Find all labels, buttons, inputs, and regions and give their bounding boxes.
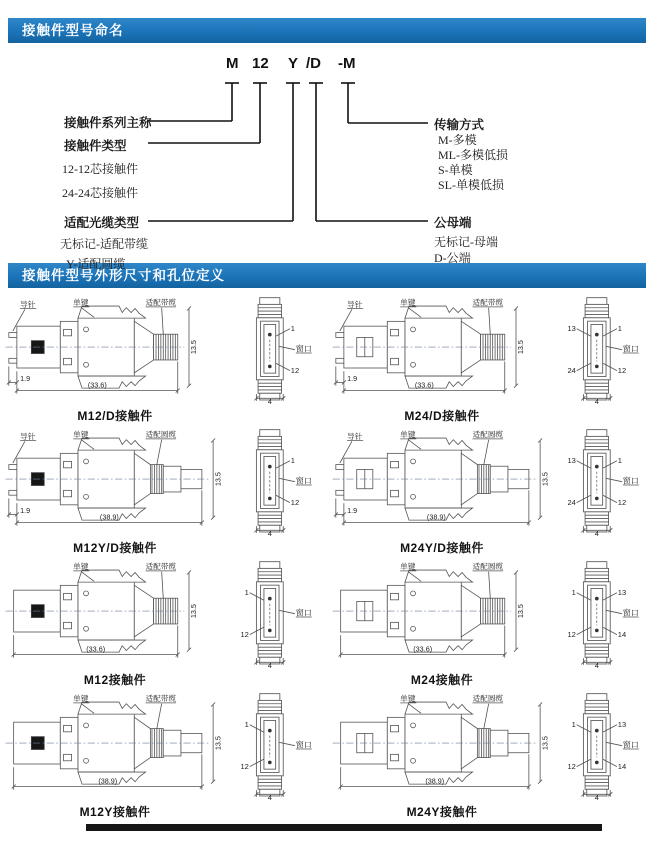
cable-label: 适配带缆: [145, 694, 177, 704]
key-label: 单键: [400, 562, 416, 572]
guide-pin-label: 导针: [20, 431, 36, 441]
dim-length-label: (38.9): [426, 512, 446, 522]
model-code-type: 12: [252, 55, 269, 72]
section-title-naming: 接触件型号命名: [22, 23, 124, 38]
cable-label: 适配圆缆: [472, 562, 504, 572]
side-view-drawing: [4, 296, 226, 403]
pin-label: 12: [617, 366, 627, 376]
connector-cell: [0, 690, 327, 822]
dim-height-label: 13.5: [189, 604, 199, 619]
label-gender: 公母端: [434, 216, 472, 230]
pin-label: 24: [567, 498, 576, 508]
pin-label: 1: [571, 588, 576, 598]
guide-pin-label: 导针: [20, 299, 36, 309]
label-type-12: 12-12芯接触件: [62, 162, 138, 176]
side-view-drawing: [4, 692, 226, 799]
key-label: 单键: [73, 694, 89, 704]
window-label: 窗口: [622, 344, 639, 354]
pin-label: 1: [571, 720, 576, 730]
guide-pin-label: 导针: [347, 431, 363, 441]
cable-label: 适配圆缆: [472, 430, 504, 440]
dim-height-label: 13.5: [516, 604, 526, 619]
dim-height-label: 13.5: [540, 472, 550, 487]
connector-caption: M24Y/D接触件: [400, 541, 484, 555]
label-type-24: 24-24芯接触件: [62, 186, 138, 200]
end-view-drawing: [559, 692, 643, 801]
window-label: 窗口: [295, 476, 312, 486]
connector-cell: [327, 426, 654, 558]
label-series-name: 接触件系列主称: [64, 116, 152, 130]
label-cable-round: Y-适配圆缆: [66, 257, 126, 271]
dim-length-label: (38.9): [99, 512, 119, 522]
connector-cell: [0, 426, 327, 558]
side-view-drawing: [4, 428, 226, 535]
label-transmission: 传输方式: [434, 118, 485, 132]
dim-length-label: (33.6): [86, 644, 106, 654]
connector-caption: M12Y接触件: [79, 805, 151, 819]
window-label: 窗口: [622, 740, 639, 750]
pin-label: 12: [240, 630, 249, 640]
label-gender-male: D-公端: [434, 251, 471, 265]
end-width-label: 4: [594, 529, 599, 537]
label-cable-type: 适配光缆类型: [64, 216, 140, 230]
cable-label: 适配带缆: [145, 298, 177, 308]
dim-height-label: 13.5: [213, 736, 223, 751]
section-title-dimensions: 接触件型号外形尺寸和孔位定义: [22, 268, 225, 283]
label-gender-female: 无标记-母端: [434, 235, 498, 249]
dim-length-label: (38.9): [98, 776, 118, 786]
connector-cell: [0, 558, 327, 690]
dim-height-label: 13.5: [189, 340, 199, 355]
guide-pin-label: 导针: [347, 299, 363, 309]
label-cable-ribbon: 无标记-适配带缆: [60, 237, 148, 251]
pin-label: 14: [617, 762, 627, 772]
label-contact-type: 接触件类型: [64, 139, 127, 153]
side-view-drawing: [331, 428, 553, 535]
cable-label: 适配带缆: [472, 298, 504, 308]
connector-caption: M24接触件: [410, 673, 474, 687]
connector-cell: [327, 690, 654, 822]
pin-label: 12: [290, 366, 300, 376]
pin-label: 12: [290, 498, 300, 508]
end-view-drawing: [559, 560, 643, 669]
naming-diagram: [0, 43, 654, 271]
side-view-drawing: [331, 692, 553, 799]
connector-caption: M24/D接触件: [404, 409, 480, 423]
pin-label: 1: [617, 456, 622, 466]
dim-length-label: (33.6): [87, 380, 107, 390]
cable-label: 适配圆缆: [472, 694, 504, 704]
dim-length-label: (33.6): [413, 644, 433, 654]
end-view-drawing: [232, 296, 316, 405]
dim-front-label: 1.9: [20, 373, 31, 383]
connector-caption: M12Y/D接触件: [73, 541, 157, 555]
cable-label: 适配圆缆: [145, 430, 177, 440]
end-width-label: 4: [267, 397, 272, 405]
end-width-label: 4: [594, 397, 599, 405]
connector-cell: [327, 294, 654, 426]
window-label: 窗口: [295, 344, 312, 354]
pin-label: 12: [567, 762, 576, 772]
label-mode-sl: SL-单模低损: [438, 178, 505, 192]
connector-cell: [0, 294, 327, 426]
model-code-series: M: [226, 55, 239, 72]
model-code-cable: Y: [288, 55, 299, 72]
pin-label: 1: [617, 324, 622, 334]
label-mode-m: M-多模: [438, 133, 477, 147]
section-bar-naming: [8, 18, 646, 43]
label-mode-ml: ML-多模低损: [438, 148, 508, 162]
key-label: 单键: [400, 430, 416, 440]
pin-label: 13: [567, 324, 576, 334]
window-label: 窗口: [295, 608, 312, 618]
cable-label: 适配带缆: [145, 562, 177, 572]
dim-front-label: 1.9: [20, 505, 31, 515]
window-label: 窗口: [622, 608, 639, 618]
connector-caption: M12接触件: [83, 673, 147, 687]
connector-cell: [327, 558, 654, 690]
model-code-gender: /D: [306, 55, 321, 72]
dim-length-label: (33.6): [414, 380, 434, 390]
pin-label: 14: [617, 630, 627, 640]
end-view-drawing: [559, 428, 643, 537]
pin-label: 1: [244, 588, 249, 598]
end-view-drawing: [232, 692, 316, 801]
pin-label: 1: [244, 720, 249, 730]
connector-grid: [0, 294, 654, 822]
end-view-drawing: [232, 560, 316, 669]
connector-row: [0, 426, 654, 558]
end-view-drawing: [559, 296, 643, 405]
pin-label: 12: [240, 762, 249, 772]
pin-label: 1: [290, 456, 295, 466]
pin-label: 13: [567, 456, 576, 466]
key-label: 单键: [400, 694, 416, 704]
connector-row: [0, 558, 654, 690]
dim-length-label: (38.9): [425, 776, 445, 786]
key-label: 单键: [73, 562, 89, 572]
key-label: 单键: [400, 298, 416, 308]
connector-row: [0, 294, 654, 426]
dim-front-label: 1.9: [347, 505, 358, 515]
side-view-drawing: [331, 296, 553, 403]
pin-label: 24: [567, 366, 576, 376]
key-label: 单键: [73, 430, 89, 440]
connector-row: [0, 690, 654, 822]
window-label: 窗口: [622, 476, 639, 486]
dim-height-label: 13.5: [540, 736, 550, 751]
label-mode-s: S-单模: [438, 163, 473, 177]
pin-label: 1: [290, 324, 295, 334]
dim-height-label: 13.5: [516, 340, 526, 355]
end-width-label: 4: [594, 793, 599, 801]
pin-label: 12: [617, 498, 627, 508]
footer-bar: [86, 824, 602, 831]
dim-front-label: 1.9: [347, 373, 358, 383]
end-width-label: 4: [267, 661, 272, 669]
datasheet-page: [0, 18, 654, 852]
model-code-mode: -M: [338, 55, 356, 72]
pin-label: 13: [617, 720, 627, 730]
end-view-drawing: [232, 428, 316, 537]
end-width-label: 4: [594, 661, 599, 669]
window-label: 窗口: [295, 740, 312, 750]
end-width-label: 4: [267, 529, 272, 537]
key-label: 单键: [73, 298, 89, 308]
pin-label: 12: [567, 630, 576, 640]
connector-caption: M12/D接触件: [77, 409, 153, 423]
end-width-label: 4: [267, 793, 272, 801]
connector-caption: M24Y接触件: [406, 805, 478, 819]
dim-height-label: 13.5: [213, 472, 223, 487]
side-view-drawing: [331, 560, 553, 667]
side-view-drawing: [4, 560, 226, 667]
pin-label: 13: [617, 588, 627, 598]
